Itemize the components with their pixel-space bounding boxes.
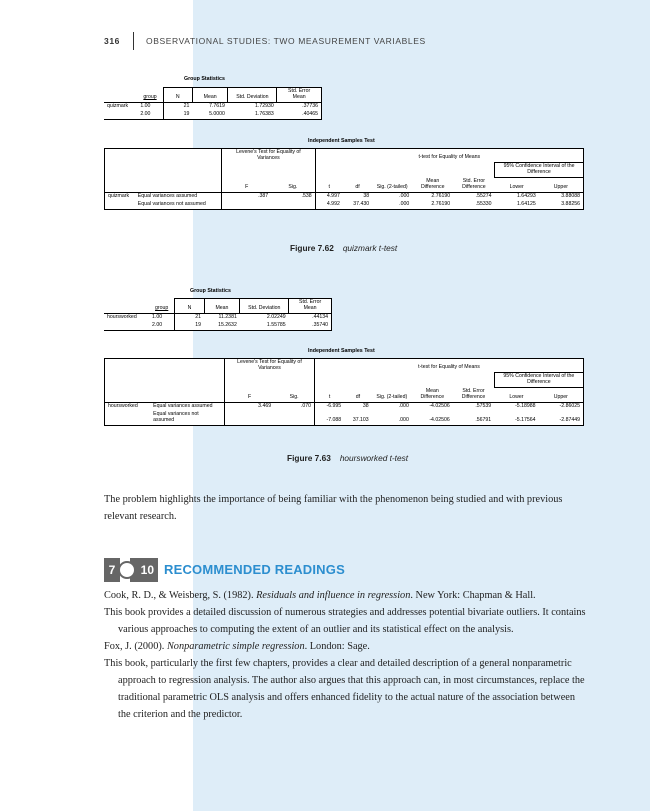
group-statistics-title: Group Statistics bbox=[184, 76, 225, 82]
independent-samples-title: Independent Samples Test bbox=[308, 138, 375, 144]
page-number: 316 bbox=[104, 36, 120, 46]
figure-caption-7-63: Figure 7.63 hoursworked t-test bbox=[287, 453, 409, 463]
header-divider bbox=[133, 32, 134, 50]
group-statistics-table-1: group N Mean Std. Deviation Std. Error Mean quizmark 1.00 21 7.7619 1.72930 .37736 2.00 19 5.0000 1.76383 .40465 bbox=[104, 87, 322, 120]
section-dot-icon bbox=[118, 561, 136, 579]
reading-citation: Cook, R. D., & Weisberg, S. (1982). Residuals and influence in regression. New York: Chapman & Hall. bbox=[104, 590, 536, 601]
independent-samples-table-1: Levene's Test for Equality of Variances t-test for Equality of Means 95% Confidence Interval of the Difference F Sig. t df Sig. (2-tailed) Mean Difference Std. Error Difference Lower Upper quizmark Equal variances assumed .387 .538 4.997 38 .000 2.76190 .55274 1.64293 3.88088 Equal variances not assumed 4.992 37.430 .000 2.76190 .55330 1.64125 3.88256 bbox=[104, 148, 584, 210]
independent-samples-title-2: Independent Samples Test bbox=[308, 348, 375, 354]
recommended-readings-list bbox=[104, 587, 590, 723]
chapter-number-badge: 7 bbox=[104, 558, 120, 582]
reading-description: This book provides a detailed discussion of numerous strategies and addresses potential bivariate outliers. It contains various approaches to computing the extent of an outlier and its statistical effect on the analysis. bbox=[104, 607, 586, 635]
section-number-badge: 10 bbox=[130, 558, 158, 582]
running-title: OBSERVATIONAL STUDIES: TWO MEASUREMENT VARIABLES bbox=[146, 36, 426, 46]
group-statistics-table-2: group N Mean Std. Deviation Std. Error Mean hoursworked 1.00 21 11.2381 2.02249 .44134 2.00 19 15.2632 1.55785 .35740 bbox=[104, 298, 332, 331]
body-paragraph: The problem highlights the importance of being familiar with the phenomenon being studied and with previous relevant research. bbox=[104, 494, 563, 522]
section-title: RECOMMENDED READINGS bbox=[164, 562, 345, 577]
group-statistics-title-2: Group Statistics bbox=[190, 288, 231, 294]
independent-samples-table-2: Levene's Test for Equality of Variances t-test for Equality of Means 95% Confidence Interval of the Difference F Sig. t df Sig. (2-tailed) Mean Difference Std. Error Difference Lower Upper hoursworked Equal variances assumed 3.469 .070 -6.995 38 .000 -4.02506 .57539 -5.18988 -2.86025 Equal variances not assumed -7.088 37.103 .000 -4.02506 .56791 -5.17564 -2.87449 bbox=[104, 358, 584, 426]
figure-caption-7-62: Figure 7.62 quizmark t-test bbox=[290, 243, 398, 253]
variable-label: quizmark bbox=[104, 102, 137, 110]
reading-citation: Fox, J. (2000). Nonparametric simple regression. London: Sage. bbox=[104, 641, 370, 652]
reading-description: This book, particularly the first few chapters, provides a clear and detailed description of a general nonparametric approach to regression analysis. The author also argues that this approach can, in most circumstances, replace the traditional parametric OLS analysis and offers enhanced fidelity to the actual nature of the association between the criterion and the predictor. bbox=[104, 658, 585, 720]
